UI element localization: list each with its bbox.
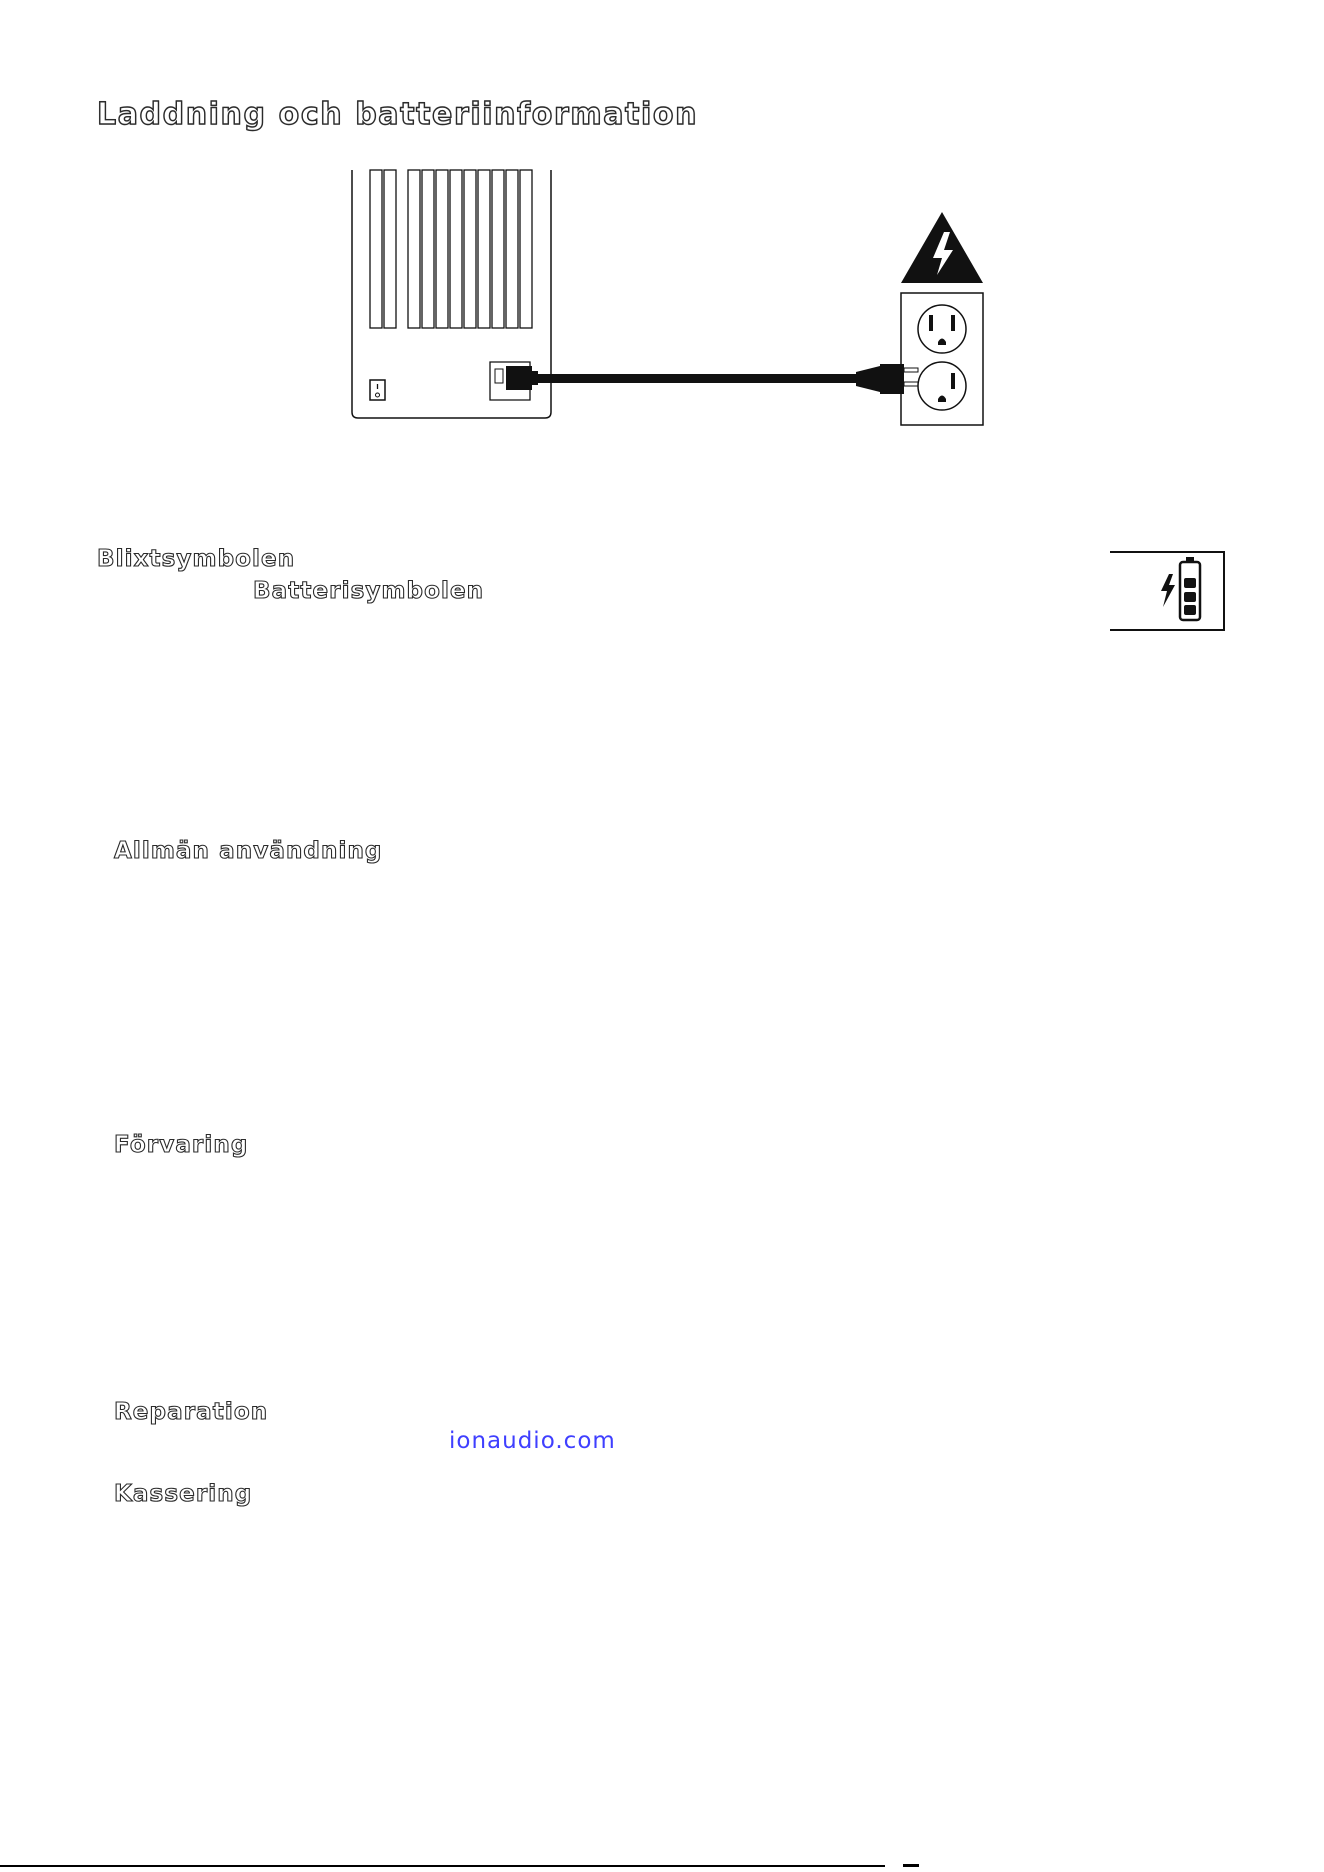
wall-outlet-icon bbox=[901, 293, 983, 425]
footer-rule bbox=[0, 1865, 885, 1867]
charging-illustration bbox=[340, 160, 1000, 440]
heading-battery-symbol: Batterisymbolen bbox=[253, 578, 485, 604]
heading-disposal: Kassering bbox=[114, 1481, 253, 1507]
heading-lightning-symbol: Blixtsymbolen bbox=[97, 546, 296, 572]
heading-general-use: Allmän användning bbox=[114, 838, 383, 864]
page-title: Laddning och batteriinformation bbox=[97, 97, 699, 132]
repair-website-link[interactable]: ionaudio.com bbox=[449, 1428, 616, 1454]
heading-storage: Förvaring bbox=[114, 1132, 249, 1158]
heading-repair: Reparation bbox=[114, 1399, 269, 1425]
electrical-hazard-warning-icon bbox=[901, 212, 983, 283]
battery-charging-icon bbox=[1106, 548, 1230, 634]
footer-page-mark bbox=[903, 1864, 919, 1867]
